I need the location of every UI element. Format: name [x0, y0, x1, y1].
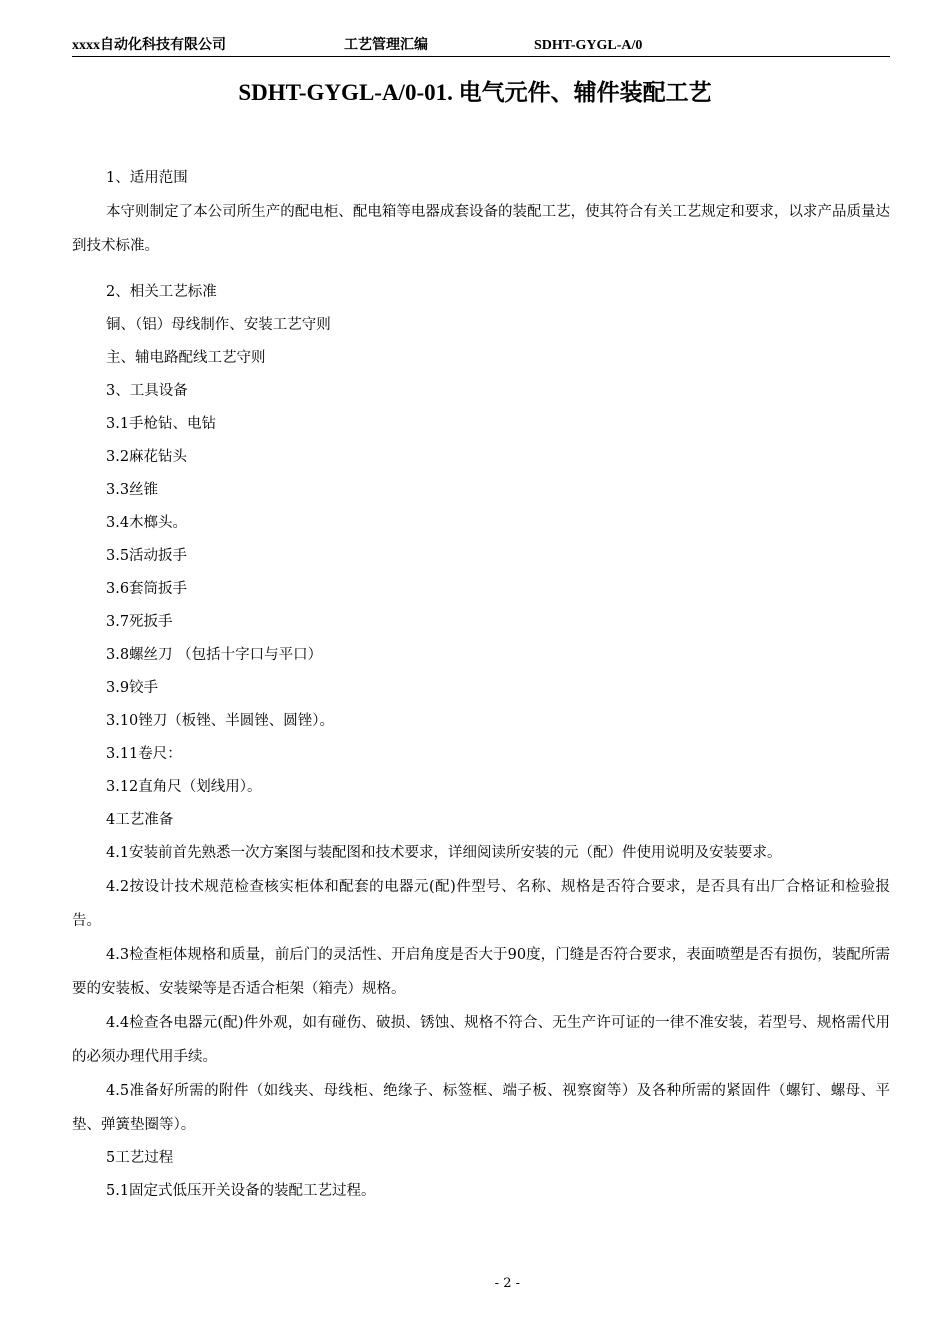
section-3-heading: 3、工具设备	[106, 383, 188, 399]
page-header	[72, 34, 890, 57]
tool-item: 3.3丝锥	[106, 482, 159, 498]
section-5-heading: 5工艺过程	[106, 1150, 174, 1166]
header-company: xxxx自动化科技有限公司	[72, 38, 226, 53]
header-section: 工艺管理汇编	[344, 38, 428, 53]
step-4-1: 4.1安装前首先熟悉一次方案图与装配图和技术要求，详细阅读所安装的元（配）件使用说明及安装要求。	[106, 845, 782, 861]
tool-item: 3.10锉刀（板锉、半圆锉、圆锉）。	[106, 713, 335, 729]
page-number: - 2 -	[494, 1276, 520, 1291]
header-code: SDHT-GYGL-A/0	[534, 38, 643, 53]
tool-item: 3.9铰手	[106, 680, 159, 696]
tool-item: 3.8螺丝刀 （包括十字口与平口）	[106, 647, 323, 663]
tool-item: 3.1手枪钻、电钻	[106, 416, 217, 432]
tool-item: 3.7死扳手	[106, 614, 173, 630]
step-4-4: 4.4检查各电器元(配)件外观，如有碰伤、破损、锈蚀、规格不符合、无生产许可证的一律不准安装，若型号、规格需代用的必须办理代用手续。	[72, 1015, 890, 1065]
step-5-1: 5.1固定式低压开关设备的装配工艺过程。	[106, 1183, 376, 1199]
document-title: SDHT-GYGL-A/0-01. 电气元件、辅件装配工艺	[238, 80, 712, 105]
tool-item: 3.12直角尺（划线用）。	[106, 779, 262, 795]
section-1-paragraph: 本守则制定了本公司所生产的配电柜、配电箱等电器成套设备的装配工艺，使其符合有关工艺规定和要求，以求产品质量达到技术标准。	[72, 204, 890, 254]
tool-item: 3.11卷尺：	[106, 746, 182, 762]
standard-item: 铜、（铝）母线制作、安装工艺守则	[106, 317, 331, 333]
tool-item: 3.4木榔头。	[106, 515, 188, 531]
step-4-3: 4.3检查柜体规格和质量，前后门的灵活性、开启角度是否大于90度，门缝是否符合要求，表面喷塑是否有损伤，装配所需要的安装板、安装梁等是否适合柜架（箱壳）规格。	[72, 947, 890, 997]
document-body	[72, 162, 890, 1208]
section-2-heading: 2、相关工艺标准	[106, 284, 217, 300]
tool-item: 3.5活动扳手	[106, 548, 188, 564]
tool-item: 3.2麻花钻头	[106, 449, 188, 465]
step-4-5: 4.5准备好所需的附件（如线夹、母线柜、绝缘子、标签框、端子板、视察窗等）及各种所需的紧固件（螺钉、螺母、平垫、弹簧垫圈等）。	[72, 1083, 890, 1133]
tool-item: 3.6套筒扳手	[106, 581, 188, 597]
section-1-heading: 1、适用范围	[106, 170, 188, 186]
section-4-heading: 4工艺准备	[106, 812, 174, 828]
step-4-2: 4.2按设计技术规范检查核实柜体和配套的电器元(配)件型号、名称、规格是否符合要求，是否具有出厂合格证和检验报告。	[72, 879, 890, 929]
standard-item: 主、辅电路配线工艺守则	[106, 350, 266, 366]
